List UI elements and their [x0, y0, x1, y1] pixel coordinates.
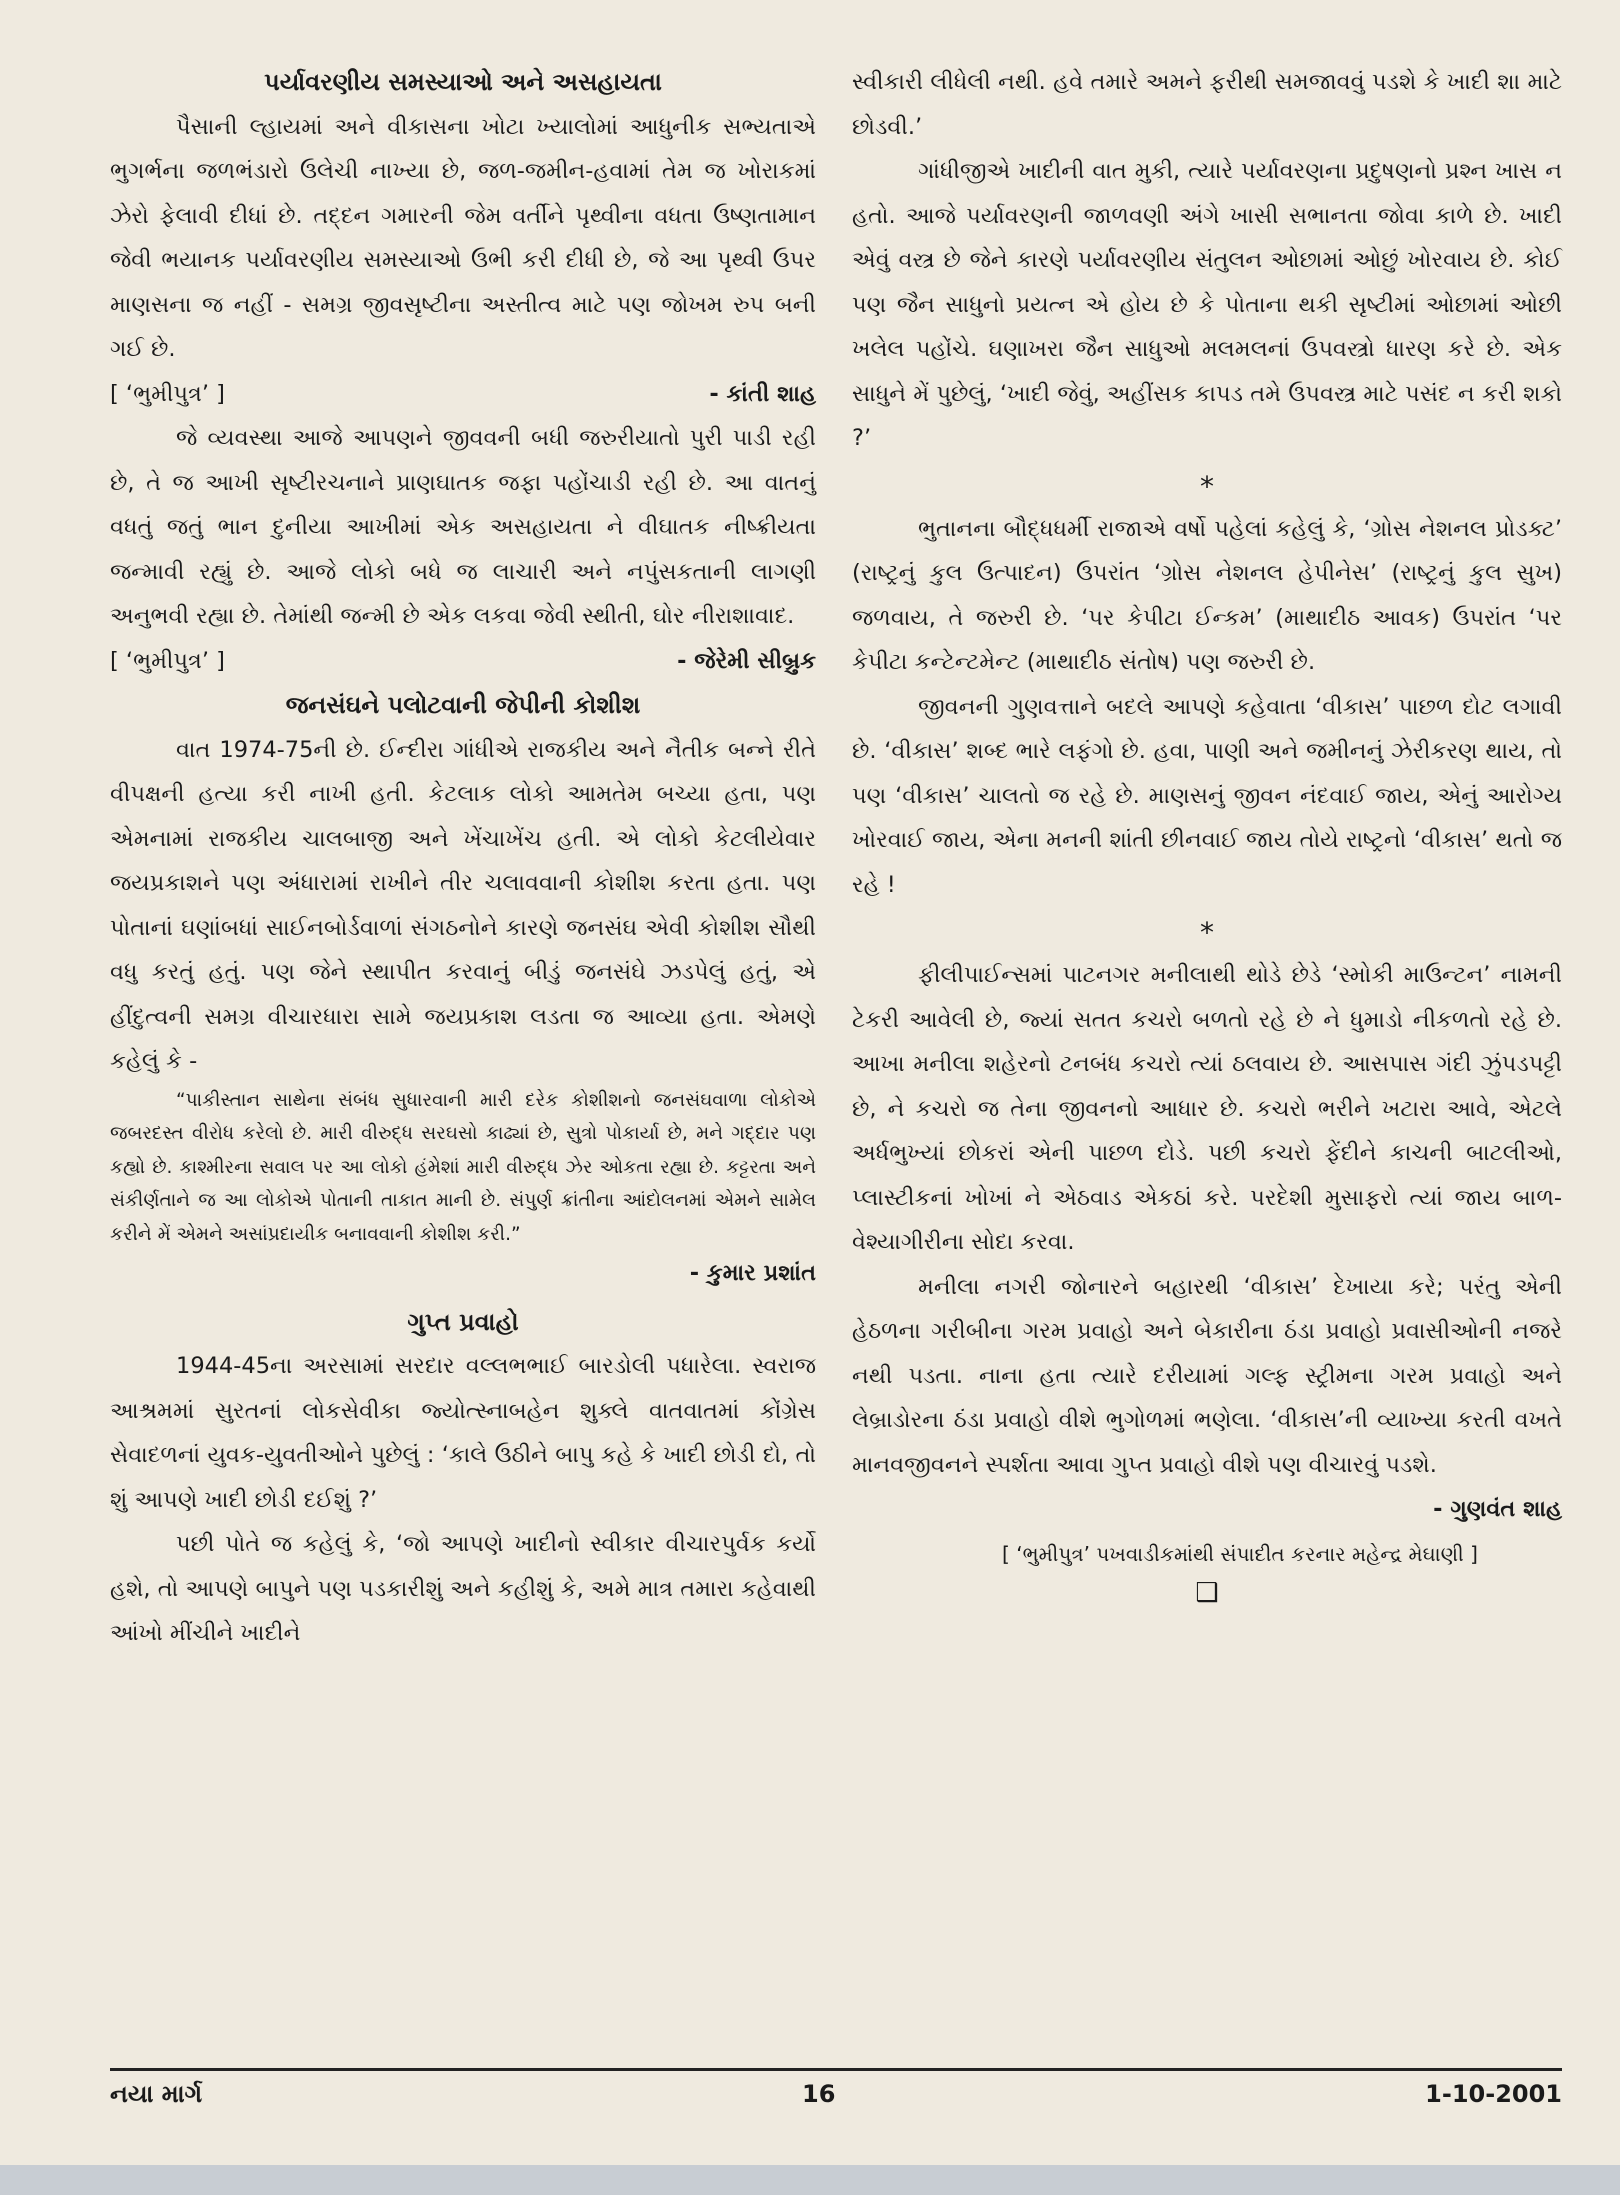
paragraph: પૈસાની લ્હાયમાં અને વીકાસના ખોટા ખ્યાલોમાં આધુનીક સભ્યતાએ ભુગર્ભના જળભંડારો ઉલેચી નાખ્યા છે, જળ-જમીન-હવામાં તેમ જ ખોરાકમાં ઝેરો ફેલાવી દીધાં છે. તદ્દન ગમારની જેમ વર્તીને પૃથ્વીના વધતા ઉષ્ણતામાન જેવી ભયાનક પર્યાવરણીય સમસ્યાઓ ઉભી કરી દીધી છે, જે આ પૃથ્વી ઉપર માણસના જ નહીં - સમગ્ર જીવસૃષ્ટીના અસ્તીત્વ માટે પણ જોખમ રુપ બની ગઈ છે. [110, 113, 816, 362]
author-name: - કાંતી શાહ [709, 380, 816, 407]
magazine-name: નયા માર્ગ [110, 2080, 203, 2108]
attribution [110, 639, 816, 684]
paragraph: જીવનની ગુણવત્તાને બદલે આપણે કહેવાતા ‘વીકાસ’ પાછળ દોટ લગાવી છે. ‘વીકાસ’ શબ્દ ભારે લફંગો છે. હવા, પાણી અને જમીનનું ઝેરીકરણ થાય, તો પણ ‘વીકાસ’ ચાલતો જ રહે છે. માણસનું જીવન નંદવાઈ જાય, એનું આરોગ્ય ખોરવાઈ જાય, એના મનની શાંતી છીનવાઈ જાય તોયે રાષ્ટ્રનો ‘વીકાસ’ થતો જ રહે ! [852, 693, 1562, 898]
source-label: [ ‘ભુમીપુત્ર’ ] [110, 647, 225, 674]
attribution [110, 1251, 816, 1296]
paragraph: ફીલીપાઈન્સમાં પાટનગર મનીલાથી થોડે છેડે ‘સ્મોકી માઉન્ટન’ નામની ટેકરી આવેલી છે, જ્યાં સતત કચરો બળતો રહે છે ને ધુમાડો નીકળતો રહે છે. આખા મનીલા શહેરનો ટનબંધ કચરો ત્યાં ઠલવાય છે. આસપાસ ગંદી ઝુંપડપટ્ટી છે, ને કચરો જ તેના જીવનનો આધાર છે. કચરો ભરીને ખટારા આવે, એટલે અર્ધભુખ્યાં છોકરાં એની પાછળ દોડે. પછી કચરો ફેંદીને કાચની બાટલીઓ, પ્લાસ્ટીકનાં ખોખાં ને એઠવાડ એકઠાં કરે. પરદેશી મુસાફરો ત્યાં જાય બાળ-વેશ્યાગીરીના સોદા કરવા. [852, 962, 1562, 1255]
page-footer [110, 2080, 1562, 2120]
issue-date: 1-10-2001 [1425, 2080, 1562, 2108]
source-label: [ ‘ભુમીપુત્ર’ ] [110, 380, 225, 407]
editor-note: [ ‘ભુમીપુત્ર’ પખવાડીકમાંથી સંપાદીત કરનાર મહેન્દ્ર મેઘાણી ] [1002, 1541, 1478, 1566]
right-column [852, 60, 1562, 1610]
paragraph: જે વ્યવસ્થા આજે આપણને જીવવની બધી જરુરીયાતો પુરી પાડી રહી છે, તે જ આખી સૃષ્ટીરચનાને પ્રાણઘાતક જફા પહોંચાડી રહી છે. આ વાતનું વધતું જતું ભાન દુનીયા આખીમાં એક અસહાયતા ને વીઘાતક નીષ્ક્રીયતા જન્માવી રહ્યું છે. આજે લોકો બધે જ લાચારી અને નપુંસકતાની લાગણી અનુભવી રહ્યા છે. તેમાંથી જન્મી છે એક લકવા જેવી સ્થીતી, ઘોર નીરાશાવાદ. [110, 425, 816, 629]
left-column [110, 60, 816, 1656]
paragraph: પછી પોતે જ કહેલું કે, ‘જો આપણે ખાદીનો સ્વીકાર વીચારપુર્વક કર્યો હશે, તો આપણે બાપુને પણ પડકારીશું અને કહીશું કે, અમે માત્ર તમારા કહેવાથી આંખો મીંચીને ખાદીને [110, 1531, 816, 1646]
paragraph: ગાંધીજીએ ખાદીની વાત મુકી, ત્યારે પર્યાવરણના પ્રદુષણનો પ્રશ્ન ખાસ ન હતો. આજે પર્યાવરણની જાળવણી અંગે ખાસી સભાનતા જોવા કાળે છે. ખાદી એવું વસ્ત્ર છે જેને કારણે પર્યાવરણીય સંતુલન ઓછામાં ઓછું ખોરવાય છે. કોઈ પણ જૈન સાધુનો પ્રયત્ન એ હોય છે કે પોતાના થકી સૃષ્ટીમાં ઓછામાં ઓછી ખલેલ પહોંચે. ઘણાખરા જૈન સાધુઓ મલમલનાં ઉપવસ્ત્રો ધારણ કરે છે. એક સાધુને મેં પુછેલું, ‘ખાદી જેવું, અહીંસક કાપડ તમે ઉપવસ્ત્ર માટે પસંદ ન કરી શકો ?’ [852, 158, 1562, 451]
author-name: - જેરેમી સીબ્રુક [677, 647, 816, 674]
section-divider-star: * [1200, 469, 1214, 503]
paragraph: મનીલા નગરી જોનારને બહારથી ‘વીકાસ’ દેખાયા કરે; પરંતુ એની હેઠળના ગરીબીના ગરમ પ્રવાહો અને બેકારીના ઠંડા પ્રવાહો પ્રવાસીઓની નજરે નથી પડતા. નાના હતા ત્યારે દરીયામાં ગલ્ફ સ્ટ્રીમના ગરમ પ્રવાહો અને લેબ્રાડોરના ઠંડા પ્રવાહો વીશે ભુગોળમાં ભણેલા. ‘વીકાસ’ની વ્યાખ્યા કરતી વખતે માનવજીવનને સ્પર્શતા આવા ગુપ્ત પ્રવાહો વીશે પણ વીચારવું પડશે. [852, 1273, 1562, 1478]
footer-rule [110, 2068, 1562, 2071]
author-name: - કુમાર પ્રશાંત [689, 1260, 816, 1286]
section-heading-hidden-currents: ગુપ્ત પ્રવાહો [407, 1307, 519, 1336]
attribution [110, 372, 816, 417]
page-number: 16 [802, 2080, 836, 2108]
block-quote: “પાકીસ્તાન સાથેના સંબંધ સુધારવાની મારી દરેક કોશીશનો જનસંઘવાળા લોકોએ જબરદસ્ત વીરોધ કરેલો છે. મારી વીરુદ્ધ સરઘસો કાઢ્યાં છે, સુત્રો પોકાર્યા છે, મને ગદ્દાર પણ કહ્યો છે. કાશ્મીરના સવાલ પર આ લોકો હંમેશાં મારી વીરુદ્ધ ઝેર ઓકતા રહ્યા છે. કટ્ટરતા અને સંકીર્ણતાને જ આ લોકોએ પોતાની તાકાત માની છે. સંપુર્ણ ક્રાંતીના આંદોલનમાં એમને સામેલ કરીને મેં એમને અસાંપ્રદાયીક બનાવવાની કોશીશ કરી.” [110, 1089, 816, 1245]
section-heading-environment: પર્યાવરણીય સમસ્યાઓ અને અસહાયતા [264, 68, 662, 96]
scan-edge [0, 2165, 1620, 2195]
paragraph: ભુતાનના બૌદ્ધધર્મી રાજાએ વર્ષો પહેલાં કહેલું કે, ‘ગ્રોસ નેશનલ પ્રોડક્ટ’ (રાષ્ટ્રનું કુલ ઉત્પાદન) ઉપરાંત ‘ગ્રોસ નેશનલ હેપીનેસ’ (રાષ્ટ્રનું કુલ સુખ) જળવાય, તે જરુરી છે. ‘પર કેપીટા ઈન્કમ’ (માથાદીઠ આવક) ઉપરાંત ‘પર કેપીટા કન્ટેન્ટમેન્ટ (માથાદીઠ સંતોષ) પણ જરુરી છે. [852, 515, 1562, 675]
paragraph: 1944-45ના અરસામાં સરદાર વલ્લભભાઈ બારડોલી પધારેલા. સ્વરાજ આશ્રમમાં સુરતનાં લોકસેવીકા જ્યોત્સ્નાબહેન શુક્લે વાતવાતમાં કોંગ્રેસ સેવાદળનાં યુવક-યુવતીઓને પુછેલું : ‘કાલે ઉઠીને બાપુ કહે કે ખાદી છોડી દો, તો શું આપણે ખાદી છોડી દઈશું ?’ [110, 1353, 816, 1513]
paragraph: સ્વીકારી લીધેલી નથી. હવે તમારે અમને ફરીથી સમજાવવું પડશે કે ખાદી શા માટે છોડવી.’ [852, 69, 1562, 140]
section-heading-jansangh: જનસંઘને પલોટવાની જેપીની કોશીશ [285, 691, 641, 719]
section-divider-star: * [1200, 916, 1214, 949]
end-mark-icon: ❑ [1195, 1578, 1219, 1608]
author-name: - ગુણવંત શાહ [1433, 1496, 1562, 1522]
attribution [852, 1487, 1562, 1532]
paragraph: વાત 1974-75ની છે. ઈન્દીરા ગાંધીએ રાજકીય અને નૈતીક બન્ને રીતે વીપક્ષની હત્યા કરી નાખી હતી. કેટલાક લોકો આમતેમ બચ્યા હતા, પણ એમનામાં રાજકીય ચાલબાજી અને ખેંચાખેંચ હતી. એ લોકો કેટલીયેવાર જયપ્રકાશને પણ અંધારામાં રાખીને તીર ચલાવવાની કોશીશ કરતા હતા. પણ પોતાનાં ઘણાંબધાં સાઈનબોર્ડવાળાં સંગઠનોને કારણે જનસંઘ એવી કોશીશ સૌથી વધુ કરતું હતું. પણ જેને સ્થાપીત કરવાનું બીડું જનસંઘે ઝડપેલું હતું, એ હીંદુત્વની સમગ્ર વીચારધારા સામે જયપ્રકાશ લડતા જ આવ્યા હતા. એમણે કહેલું કે - [110, 736, 816, 1074]
